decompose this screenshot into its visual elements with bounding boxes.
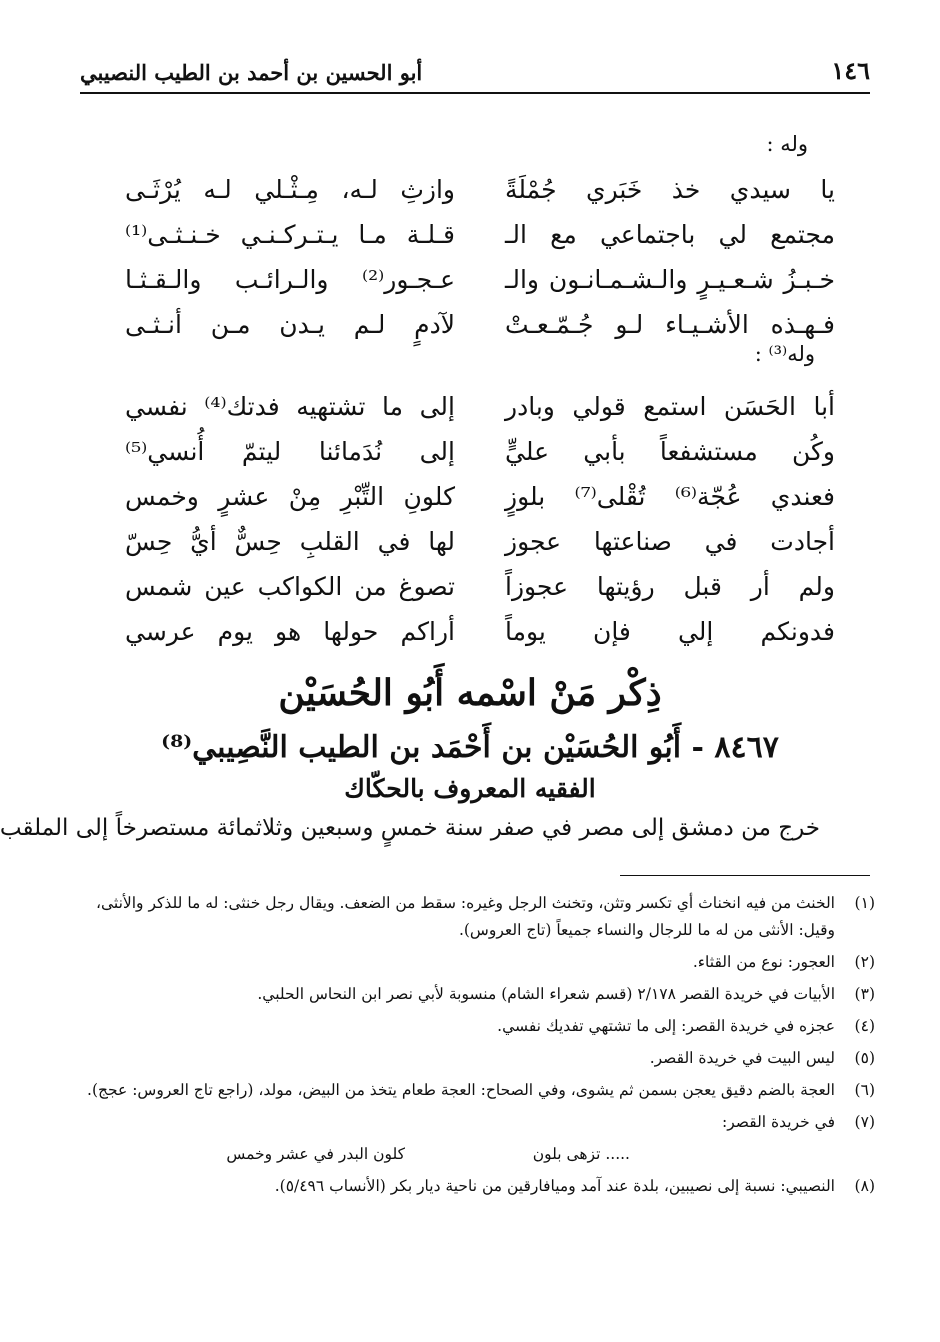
footnote-text: الخنث من فيه انخناث أي تكسر وتثن، وتخنث الرجل وغيره: سقط من الضعف. ويقال رجل خنثى: له ما للذكر والأنثى، وقيل: الأنثى من له ما للرجال والنساء جميعاً (تاج العروس). xyxy=(96,894,835,939)
entry-subtitle: الفقيه المعروف بالحكّاك xyxy=(344,774,596,803)
section-title: ذِكْر مَنْ اسْمه أَبُو الحُسَيْن xyxy=(278,672,662,714)
hemistich-left: إلى نُدَمائنا ليتمّ أُنسي⁽⁵⁾ xyxy=(125,437,455,466)
verse xyxy=(95,175,835,220)
hemistich-right: فدونكم إلي فإن يوماً xyxy=(505,617,835,646)
footnote-number: (٣) xyxy=(854,985,875,1003)
hemistich-left: قـلـة مـا يـتـركـنـي خـنـثـى⁽¹⁾ xyxy=(125,220,455,249)
footnote-divider xyxy=(620,875,870,876)
hemistich-right: يا سيدي خذ خَبَري جُمْلَةً xyxy=(505,175,835,204)
hemistich-right: فـهـذه الأشـيـاء لـو جُـمّـعـتْ xyxy=(505,310,835,339)
hemistich-left: كلونِ التِّبْرِ مِنْ عشرٍ وخمس xyxy=(125,482,455,511)
hemistich-right: ولم أر قبل رؤيتها عجوزاً xyxy=(505,572,835,601)
footnote-number: (٦) xyxy=(854,1081,875,1099)
hemistich-right: خـبـزُ شـعـيـرٍ والـشـمـانـون والـ xyxy=(505,265,835,294)
verse xyxy=(95,392,835,437)
footnote-number: (١) xyxy=(854,894,875,912)
page-header xyxy=(80,52,870,94)
hemistich-right: مجتمع لي باجتماعي مع الـ xyxy=(505,220,835,249)
footnote xyxy=(80,981,875,1008)
footnote-number: (٨) xyxy=(854,1177,875,1195)
footnote-verse-right: ..... تزهى بلون xyxy=(532,1145,630,1163)
footnotes xyxy=(80,890,875,1205)
footnote-text: في خريدة القصر: xyxy=(722,1113,835,1131)
footnote xyxy=(80,949,875,976)
footnote-number: (٢) xyxy=(854,953,875,971)
footnote xyxy=(80,1173,875,1200)
hemistich-left: إلى ما تشتهيه فدتك⁽⁴⁾ نفسي xyxy=(125,392,455,421)
verse xyxy=(95,437,835,482)
footnote-number: (٧) xyxy=(854,1113,875,1131)
footnote-verse-left: كلون البدر في عشر وخمس xyxy=(226,1145,405,1163)
footnote-text: النصيبي: نسبة إلى نصيبين، بلدة عند آمد وميافارقين من ناحية ديار بكر (الأنساب ٥/٤٩٦). xyxy=(274,1177,835,1195)
hemistich-right: أجادت في صناعتها عجوز xyxy=(505,527,835,556)
verse xyxy=(95,265,835,310)
hemistich-right: فعندي عُجّة⁽⁶⁾ تُقْلى⁽⁷⁾ بلوزٍ xyxy=(505,482,836,511)
footnote-text: الأبيات في خريدة القصر ٢/١٧٨ (قسم شعراء الشام) منسوبة لأبي نصر ابن النحاس الحلبي. xyxy=(257,985,835,1003)
poem2 xyxy=(95,392,835,662)
footnote-number: (٥) xyxy=(854,1049,875,1067)
verse xyxy=(95,482,835,527)
body-text: خرج من دمشق إلى مصر في صفر سنة خمسٍ وسبعين وثلاثمائة مستصرخاً إلى الملقب xyxy=(0,815,820,841)
footnote-text: العجة بالضم دقيق يعجن بسمن ثم يشوى، وفي الصحاح: العجة طعام يتخذ من البيض، مولد، (راجع تاج العروس: عجج). xyxy=(87,1081,835,1099)
hemistich-left: وازثِ لـه، مِـثْـلي لـه يُرْثَـى xyxy=(125,175,455,204)
verse xyxy=(95,220,835,265)
verse xyxy=(95,572,835,617)
verse xyxy=(95,527,835,572)
hemistich-right: وكُن مستشفعاً بأبي عليٍّ xyxy=(505,437,835,466)
footnote-text: ليس البيت في خريدة القصر. xyxy=(649,1049,835,1067)
entry-title: ٨٤٦٧ - أَبُو الحُسَيْن بن أَحْمَد بن الطيب النَّصِيبي⁽⁸⁾ xyxy=(161,730,779,765)
footnote xyxy=(80,1077,875,1104)
poem2-label: وله⁽³⁾ : xyxy=(754,342,815,366)
hemistich-left: تصوغ من الكواكب عين شمس xyxy=(125,572,455,601)
page-number: ١٤٦ xyxy=(831,56,870,85)
footnote-number: (٤) xyxy=(854,1017,875,1035)
verse xyxy=(95,310,835,355)
running-title: أبو الحسين بن أحمد بن الطيب النصيبي xyxy=(80,60,423,85)
hemistich-right: أبا الحَسَن استمع قولي وبادر xyxy=(505,392,835,421)
footnote-verse xyxy=(80,1141,875,1173)
footnote-text: العجور: نوع من القثاء. xyxy=(692,953,835,971)
footnote-text: عجزه في خريدة القصر: إلى ما تشتهي تفديك نفسي. xyxy=(497,1017,835,1035)
footnote xyxy=(80,1045,875,1072)
footnote xyxy=(80,1109,875,1136)
footnote xyxy=(80,890,875,944)
hemistich-left: لآدمٍ لـم يـدن مـن أنـثـى xyxy=(125,310,455,339)
hemistich-left: عـجـور⁽²⁾ والـرائـب والـقـثـا xyxy=(125,265,455,294)
poem1 xyxy=(95,175,835,355)
hemistich-left: أراكم حولها هو يوم عرسي xyxy=(125,617,455,646)
verse xyxy=(95,617,835,662)
poem1-label: وله : xyxy=(766,132,808,156)
footnote xyxy=(80,1013,875,1040)
hemistich-left: لها في القلبِ حِسٌّ أيُّ حِسّ xyxy=(125,527,455,556)
